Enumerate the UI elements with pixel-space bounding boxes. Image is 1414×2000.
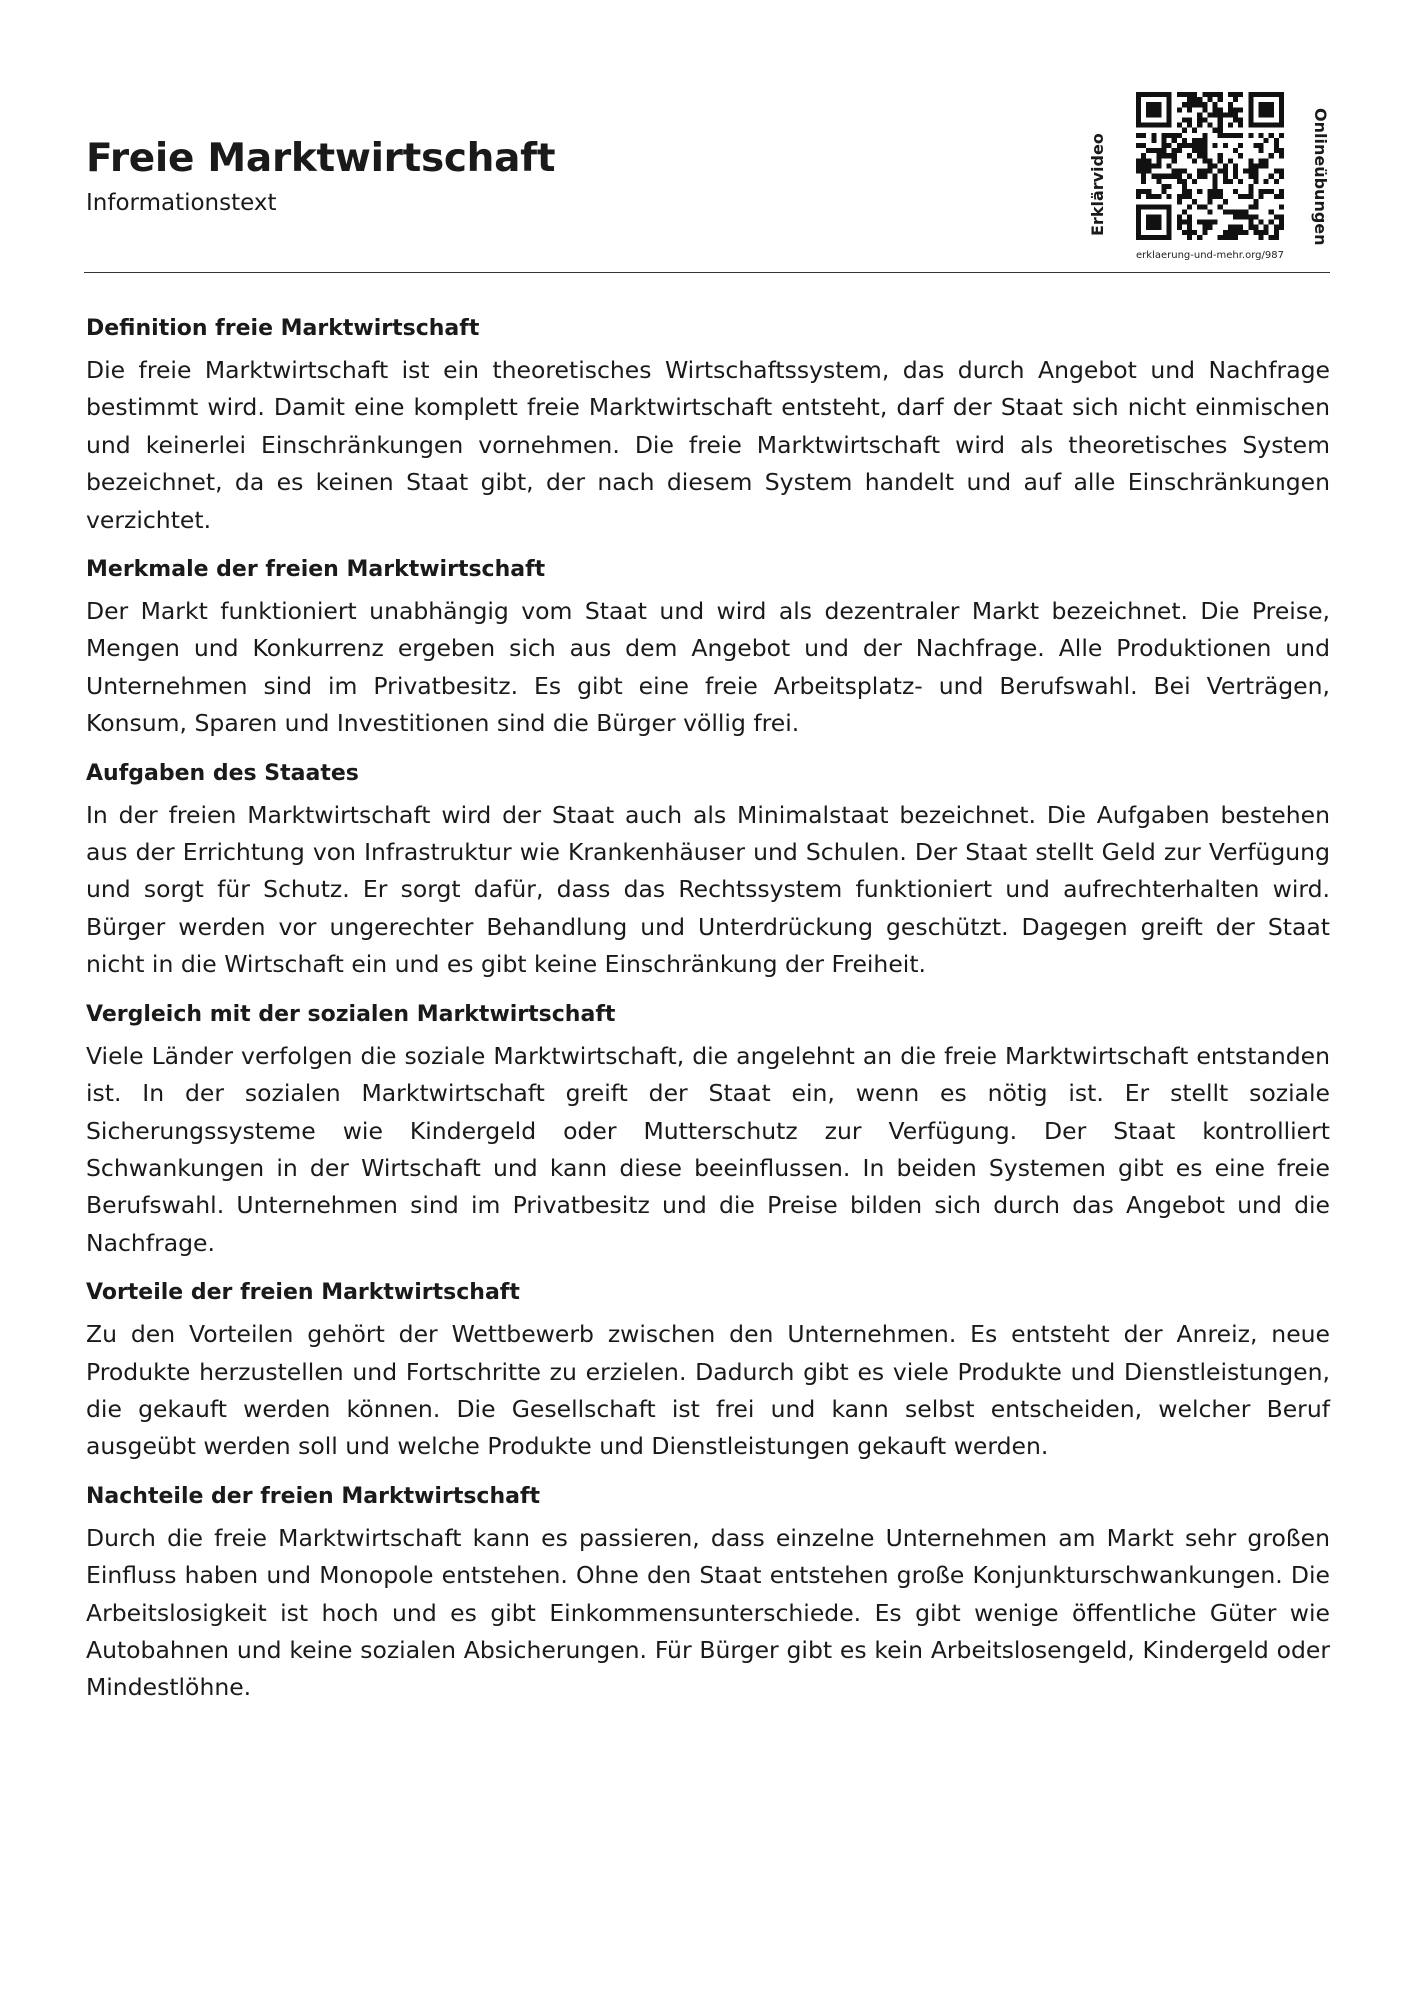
section-heading: Merkmale der freien Marktwirtschaft bbox=[86, 557, 546, 583]
section bbox=[86, 314, 1330, 539]
section bbox=[86, 555, 1330, 743]
exercises-label: Onlineübungen bbox=[1311, 108, 1330, 246]
section-heading: Vergleich mit der sozialen Marktwirtschaft bbox=[86, 1001, 616, 1027]
section-body: Die freie Marktwirtschaft ist ein theoretisches Wirtschaftssystem, das durch Angebot und Nachfrage bestimmt wird. Damit eine komplett freie Marktwirtschaft entsteht, darf der Staat sich nicht einmischen und keinerlei Einschränkungen vornehmen. Die freie Marktwirtschaft wird als theoretisches System bezeichnet, da es keinen Staat gibt, der nach diesem System handelt und auf alle Einschränkungen verzichtet. bbox=[86, 356, 1330, 534]
section-body: Zu den Vorteilen gehört der Wettbewerb zwischen den Unternehmen. Es entsteht der Anreiz, neue Produkte herzustellen und Fortschritte zu erzielen. Dadurch gibt es viele Produkte und Dienstleistungen, die gekauft werden können. Die Gesellschaft ist frei und kann selbst entscheiden, welcher Beruf ausgeübt werden soll und welche Produkte und Dienstleistungen gekauft werden. bbox=[86, 1320, 1330, 1461]
section-heading: Nachteile der freien Marktwirtschaft bbox=[86, 1483, 541, 1509]
section-heading: Definition freie Marktwirtschaft bbox=[86, 316, 480, 341]
section-body: In der freien Marktwirtschaft wird der Staat auch als Minimalstaat bezeichnet. Die Aufgaben bestehen aus der Errichtung von Infrastruktur wie Krankenhäuser und Schulen. Der Staat stellt Geld zur Verfügung und sorgt für Schutz. Er sorgt dafür, dass das Rechtssystem funktioniert und aufrechterhalten wird. Bürger werden vor ungerechter Behandlung und Unterdrückung geschützt. Dagegen greift der Staat nicht in die Wirtschaft ein und es gibt keine Einschränkung der Freiheit. bbox=[86, 800, 1330, 979]
page-subtitle: Informationstext bbox=[86, 190, 277, 216]
section-heading: Vorteile der freien Marktwirtschaft bbox=[86, 1280, 520, 1306]
qr-code-icon[interactable] bbox=[1136, 92, 1284, 240]
section-body: Der Markt funktioniert unabhängig vom Staat und wird als dezentraler Markt bezeichnet. Die Preise, Mengen und Konkurrenz ergeben sich aus dem Angebot und der Nachfrage. Alle Produktionen und Unternehmen sind im Privatbesitz. Es gibt eine freie Arbeitsplatz- und Berufswahl. Bei Verträgen, Konsum, Sparen und Investitionen sind die Bürger völlig frei. bbox=[86, 597, 1330, 738]
section bbox=[86, 1482, 1330, 1707]
qr-url: erklaerung-und-mehr.org/987 bbox=[1136, 250, 1284, 261]
video-label: Erklärvideo bbox=[1088, 133, 1107, 236]
section bbox=[86, 759, 1330, 984]
content bbox=[86, 314, 1330, 1723]
section bbox=[86, 1000, 1330, 1262]
section bbox=[86, 1278, 1330, 1466]
section-body: Viele Länder verfolgen die soziale Marktwirtschaft, die angelehnt an die freie Marktwirtschaft entstanden ist. In der sozialen Marktwirtschaft greift der Staat ein, wenn es nötig ist. Er stellt soziale Sicherungssysteme wie Kindergeld oder Mutterschutz zur Verfügung. Der Staat kontrolliert Schwankungen in der Wirtschaft und kann diese beeinflussen. In beiden Systemen gibt es eine freie Berufswahl. Unternehmen sind im Privatbesitz und die Preise bilden sich durch das Angebot und die Nachfrage. bbox=[86, 1041, 1330, 1257]
page-title: Freie Marktwirtschaft bbox=[86, 136, 556, 181]
section-heading: Aufgaben des Staates bbox=[86, 760, 359, 786]
header-divider bbox=[84, 272, 1330, 273]
section-body: Durch die freie Marktwirtschaft kann es passieren, dass einzelne Unternehmen am Markt sehr großen Einfluss haben und Monopole entstehen. Ohne den Staat entstehen große Konjunkturschwankungen. Die Arbeitslosigkeit ist hoch und es gibt Einkommensunterschiede. Es gibt wenige öffentliche Güter wie Autobahnen und keine sozialen Absicherungen. Für Bürger gibt es kein Arbeitslosengeld, Kindergeld oder Mindestlöhne. bbox=[86, 1523, 1330, 1702]
